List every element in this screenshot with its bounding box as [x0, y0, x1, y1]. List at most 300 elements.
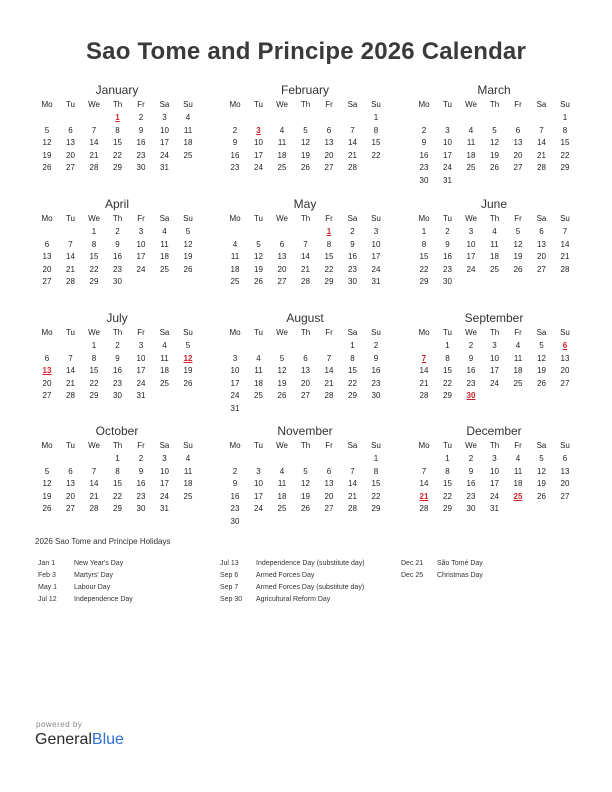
day-cell: 19: [513, 252, 523, 261]
week-row: [35, 466, 199, 478]
day-cell: 2: [350, 227, 355, 236]
day-cell: 14: [66, 252, 75, 261]
day-cell: 18: [490, 252, 499, 261]
day-cell: 29: [113, 163, 122, 172]
weekday-label: Th: [300, 441, 311, 450]
day-cell: 22: [324, 264, 334, 274]
day-cell: 30: [348, 277, 357, 286]
weekday-label: Su: [183, 328, 193, 337]
holiday-name: Labour Day: [74, 584, 111, 591]
day-cell: 18: [230, 264, 240, 274]
day-cell: 15: [89, 366, 99, 375]
day-cell: 4: [256, 353, 261, 363]
day-cell: 14: [66, 366, 75, 375]
day-cell: 10: [136, 353, 146, 363]
day-cell: 16: [419, 150, 429, 160]
day-cell: 11: [277, 479, 287, 488]
day-cell: 14: [348, 138, 357, 147]
day-cell: 4: [185, 113, 191, 122]
day-cell: 14: [348, 479, 357, 488]
day-cell: 4: [279, 125, 285, 135]
day-cell: 8: [326, 239, 332, 249]
weekday-label: Tu: [442, 328, 453, 337]
week-row: [412, 478, 576, 490]
week-row: [412, 276, 576, 288]
week-row: [35, 340, 199, 352]
day-cell: 12: [301, 138, 310, 147]
holiday-name: Agricultural Reform Day: [256, 596, 331, 603]
day-cell: 28: [301, 277, 310, 286]
week-row: [412, 175, 576, 187]
weekday-label: Sa: [159, 214, 170, 223]
day-cell: 25: [466, 163, 476, 172]
day-cell: 21: [301, 264, 310, 274]
day-cell: 7: [91, 125, 97, 135]
day-cell: 14: [89, 479, 99, 488]
weekday-label: Su: [560, 214, 570, 223]
day-cell: 17: [136, 252, 146, 261]
day-cell: 5: [492, 125, 497, 135]
week-row: [35, 125, 199, 137]
weekday-label: Mo: [229, 328, 241, 337]
weekday-label: Tu: [65, 328, 76, 337]
week-row: [223, 353, 387, 365]
day-cell: 12: [301, 479, 310, 488]
day-cell: 17: [443, 150, 452, 160]
day-cell: 16: [348, 252, 357, 261]
weekday-label: Su: [371, 214, 381, 223]
day-cell: 16: [371, 366, 381, 375]
day-cell: 5: [515, 227, 521, 236]
day-cell: 23: [443, 264, 452, 274]
day-cell: 27: [324, 163, 334, 172]
weekday-label: Mo: [418, 328, 430, 337]
day-cell: 2: [421, 125, 427, 135]
day-cell: 3: [492, 454, 497, 463]
weekday-label: We: [465, 214, 477, 223]
day-cell: 7: [539, 125, 544, 135]
holidays-title: 2026 Sao Tome and Principe Holidays: [35, 537, 171, 546]
week-row: [412, 378, 576, 390]
day-cell: 13: [42, 252, 52, 261]
month-name: November: [277, 424, 333, 438]
day-cell: 7: [91, 466, 97, 476]
day-cell: 25: [230, 277, 240, 286]
day-cell: 18: [277, 491, 287, 501]
day-cell: 22: [560, 150, 570, 160]
day-cell: 28: [89, 163, 99, 172]
day-cell: 3: [162, 454, 167, 463]
day-cell: 9: [373, 353, 379, 363]
weekday-label: Fr: [325, 100, 333, 109]
week-row: [223, 276, 387, 288]
holiday-day-cell: 3: [256, 125, 261, 135]
day-cell: 24: [160, 491, 169, 501]
day-cell: 20: [324, 491, 334, 501]
day-cell: 15: [443, 366, 452, 375]
day-cell: 8: [445, 466, 450, 476]
day-cell: 2: [373, 341, 379, 350]
weekday-label: Fr: [137, 214, 145, 223]
week-row: [412, 390, 576, 402]
weekday-label: Su: [371, 441, 381, 450]
day-cell: 27: [301, 391, 310, 400]
holiday-date: Jan 1: [38, 560, 56, 567]
holiday-day-cell: 21: [419, 491, 429, 501]
day-cell: 22: [113, 150, 122, 160]
day-cell: 27: [277, 277, 287, 286]
day-cell: 25: [254, 391, 263, 400]
weekday-label: Su: [183, 100, 193, 109]
day-cell: 10: [490, 466, 499, 476]
holiday-date: Sep 30: [220, 596, 243, 603]
day-cell: 24: [466, 264, 476, 274]
weekday-header-row: [35, 440, 199, 452]
day-cell: 6: [44, 353, 50, 363]
day-cell: 16: [230, 150, 240, 160]
day-cell: 4: [232, 239, 238, 249]
weekday-label: Th: [489, 100, 500, 109]
day-cell: 11: [160, 239, 169, 249]
day-cell: 23: [113, 264, 122, 274]
day-cell: 19: [490, 150, 499, 160]
day-cell: 2: [115, 341, 120, 350]
day-cell: 11: [490, 239, 499, 249]
day-cell: 7: [350, 125, 355, 135]
day-cell: 11: [466, 138, 476, 147]
day-cell: 21: [66, 378, 75, 388]
weekday-label: Th: [112, 328, 123, 337]
weekday-label: Mo: [229, 214, 241, 223]
week-row: [412, 340, 576, 352]
day-cell: 1: [373, 454, 379, 463]
week-row: [223, 478, 387, 490]
day-cell: 30: [419, 175, 429, 185]
day-cell: 10: [254, 479, 263, 488]
weekday-label: Mo: [41, 100, 53, 109]
day-cell: 6: [303, 353, 308, 363]
day-cell: 6: [562, 454, 568, 463]
day-cell: 19: [254, 264, 263, 274]
day-cell: 23: [419, 163, 429, 172]
day-cell: 28: [537, 163, 546, 172]
day-cell: 27: [66, 504, 75, 513]
day-cell: 5: [539, 341, 544, 350]
weekday-label: Th: [489, 328, 500, 337]
day-cell: 23: [230, 163, 240, 172]
day-cell: 19: [42, 150, 52, 160]
day-cell: 9: [138, 466, 144, 476]
week-row: [35, 276, 199, 288]
day-cell: 23: [466, 491, 476, 501]
day-cell: 13: [66, 138, 75, 147]
week-row: [412, 162, 576, 174]
day-cell: 9: [350, 239, 355, 249]
weekday-label: Fr: [514, 441, 522, 450]
month-name: August: [286, 311, 324, 325]
day-cell: 25: [160, 378, 169, 388]
day-cell: 18: [466, 150, 476, 160]
day-cell: 1: [445, 454, 450, 463]
weekday-label: Tu: [65, 214, 76, 223]
day-cell: 9: [232, 479, 238, 488]
day-cell: 28: [419, 391, 429, 400]
day-cell: 23: [371, 378, 381, 388]
day-cell: 12: [490, 138, 499, 147]
day-cell: 30: [136, 163, 146, 172]
day-cell: 3: [373, 227, 379, 236]
day-cell: 2: [138, 454, 144, 463]
day-cell: 13: [537, 239, 546, 249]
day-cell: 28: [348, 504, 357, 513]
day-cell: 15: [324, 252, 334, 261]
day-cell: 1: [91, 227, 97, 236]
week-row: [35, 239, 199, 251]
day-cell: 9: [468, 466, 474, 476]
day-cell: 14: [301, 252, 310, 261]
day-cell: 6: [515, 125, 521, 135]
weekday-label: Su: [371, 328, 381, 337]
weekday-header-row: [223, 213, 387, 225]
weekday-label: Fr: [514, 214, 522, 223]
day-cell: 6: [279, 239, 285, 249]
day-cell: 30: [443, 277, 452, 286]
weekday-label: Mo: [229, 100, 241, 109]
weekday-header-row: [35, 99, 199, 111]
day-cell: 29: [443, 391, 452, 400]
weekday-label: Mo: [229, 441, 241, 450]
day-cell: 1: [562, 113, 568, 122]
day-cell: 21: [89, 150, 99, 160]
day-cell: 24: [136, 264, 146, 274]
holiday-date: May 1: [38, 584, 58, 591]
day-cell: 28: [560, 264, 570, 274]
day-cell: 24: [160, 150, 169, 160]
day-cell: 15: [371, 138, 381, 147]
holiday-date: Feb 3: [38, 572, 56, 579]
day-cell: 31: [160, 504, 169, 513]
day-cell: 23: [113, 378, 122, 388]
day-cell: 23: [348, 264, 357, 274]
week-row: [35, 226, 199, 238]
weekday-label: Sa: [347, 328, 358, 337]
day-cell: 2: [115, 227, 120, 236]
day-cell: 13: [560, 466, 570, 476]
day-cell: 7: [562, 227, 568, 236]
week-row: [223, 162, 387, 174]
week-row: [223, 403, 387, 415]
day-cell: 7: [326, 353, 332, 363]
day-cell: 29: [89, 391, 99, 400]
weekday-header-row: [412, 440, 576, 452]
day-cell: 17: [466, 252, 476, 261]
day-cell: 18: [183, 138, 193, 147]
week-row: [223, 137, 387, 149]
day-cell: 7: [421, 466, 427, 476]
day-cell: 5: [279, 353, 285, 363]
weekday-label: Tu: [253, 214, 264, 223]
day-cell: 10: [230, 366, 240, 375]
week-row: [35, 264, 199, 276]
day-cell: 15: [443, 479, 452, 488]
day-cell: 29: [89, 277, 99, 286]
day-cell: 15: [560, 138, 570, 147]
day-cell: 12: [537, 353, 546, 363]
week-row: [412, 264, 576, 276]
day-cell: 19: [301, 150, 310, 160]
day-cell: 22: [89, 378, 99, 388]
weekday-label: Sa: [536, 328, 547, 337]
day-cell: 11: [230, 252, 240, 261]
day-cell: 5: [303, 466, 308, 476]
day-cell: 26: [183, 378, 193, 388]
weekday-header-row: [412, 99, 576, 111]
week-row: [412, 491, 576, 503]
week-row: [35, 453, 199, 465]
holiday-date: Jul 13: [220, 560, 239, 567]
weekday-label: Tu: [253, 328, 264, 337]
weekday-label: We: [88, 100, 100, 109]
week-row: [412, 353, 576, 365]
day-cell: 9: [445, 239, 450, 249]
day-cell: 29: [324, 277, 334, 286]
week-row: [412, 453, 576, 465]
day-cell: 15: [371, 479, 381, 488]
holiday-day-cell: 25: [513, 491, 523, 501]
day-cell: 11: [513, 353, 523, 363]
week-row: [35, 378, 199, 390]
weekday-header-row: [223, 327, 387, 339]
month-name: March: [477, 83, 511, 97]
day-cell: 11: [513, 466, 523, 476]
day-cell: 20: [301, 378, 310, 388]
day-cell: 14: [324, 366, 334, 375]
day-cell: 13: [324, 479, 334, 488]
day-cell: 20: [66, 491, 75, 501]
weekday-label: We: [465, 100, 477, 109]
day-cell: 5: [185, 341, 191, 350]
day-cell: 1: [373, 113, 379, 122]
weekday-label: Mo: [418, 214, 430, 223]
day-cell: 19: [183, 366, 193, 375]
day-cell: 5: [44, 125, 50, 135]
weekday-label: Th: [112, 441, 123, 450]
week-row: [35, 112, 199, 124]
month-name: February: [280, 83, 330, 97]
day-cell: 1: [91, 341, 97, 350]
day-cell: 17: [371, 252, 381, 261]
week-row: [223, 226, 387, 238]
day-cell: 16: [466, 366, 476, 375]
day-cell: 21: [89, 491, 99, 501]
day-cell: 18: [254, 378, 263, 388]
day-cell: 20: [42, 378, 52, 388]
day-cell: 19: [537, 366, 546, 375]
day-cell: 1: [421, 227, 427, 236]
day-cell: 27: [537, 264, 546, 274]
day-cell: 24: [254, 163, 263, 172]
day-cell: 5: [539, 454, 544, 463]
day-cell: 31: [230, 403, 240, 413]
generalblue-logo[interactable]: [35, 731, 124, 749]
day-cell: 4: [279, 466, 285, 476]
weekday-label: Sa: [159, 100, 170, 109]
day-cell: 13: [277, 252, 287, 261]
day-cell: 6: [68, 466, 73, 476]
weekday-label: Th: [489, 441, 500, 450]
week-row: [412, 239, 576, 251]
day-cell: 16: [136, 479, 146, 488]
day-cell: 11: [254, 366, 263, 375]
day-cell: 14: [419, 479, 429, 488]
day-cell: 1: [115, 454, 120, 463]
day-cell: 14: [560, 239, 570, 249]
day-cell: 12: [277, 366, 287, 375]
holiday-name: Armed Forces Day (substitute day): [256, 584, 365, 591]
day-cell: 11: [277, 138, 287, 147]
weekday-label: Su: [183, 214, 193, 223]
day-cell: 1: [445, 341, 450, 350]
day-cell: 14: [419, 366, 429, 375]
weekday-label: Sa: [347, 100, 358, 109]
day-cell: 28: [419, 504, 429, 513]
week-row: [412, 503, 576, 515]
brand-blue-text: Blue: [91, 731, 124, 748]
holiday-day-cell: 30: [466, 391, 476, 400]
day-cell: 17: [490, 479, 499, 488]
weekday-label: Fr: [137, 328, 145, 337]
day-cell: 4: [162, 341, 167, 350]
holiday-name: New Year's Day: [74, 560, 124, 567]
weekday-label: Sa: [536, 441, 547, 450]
week-row: [412, 137, 576, 149]
week-row: [223, 466, 387, 478]
week-row: [223, 503, 387, 515]
day-cell: 17: [136, 366, 146, 375]
day-cell: 27: [42, 391, 52, 400]
day-cell: 21: [537, 150, 546, 160]
day-cell: 19: [183, 252, 193, 261]
day-cell: 28: [348, 163, 357, 172]
weekday-label: Fr: [514, 328, 522, 337]
day-cell: 6: [68, 125, 73, 135]
day-cell: 24: [490, 491, 499, 501]
day-cell: 9: [421, 138, 427, 147]
day-cell: 25: [490, 264, 499, 274]
weekday-label: Mo: [41, 214, 53, 223]
day-cell: 11: [160, 353, 169, 363]
weekday-label: Fr: [325, 441, 333, 450]
day-cell: 30: [136, 504, 146, 513]
day-cell: 31: [371, 277, 381, 286]
month-name: April: [104, 197, 129, 211]
day-cell: 1: [350, 341, 355, 350]
week-row: [35, 162, 199, 174]
holiday-day-cell: 13: [42, 366, 52, 375]
day-cell: 25: [277, 504, 287, 513]
holiday-name: São Tomé Day: [437, 560, 483, 567]
day-cell: 19: [537, 479, 546, 488]
day-cell: 8: [115, 466, 120, 476]
day-cell: 5: [256, 239, 261, 249]
week-row: [223, 390, 387, 402]
day-cell: 18: [160, 366, 169, 375]
month-name: January: [95, 83, 139, 97]
day-cell: 7: [68, 353, 73, 363]
weekday-label: Mo: [41, 441, 53, 450]
day-cell: 5: [44, 466, 50, 476]
day-cell: 22: [443, 378, 452, 388]
